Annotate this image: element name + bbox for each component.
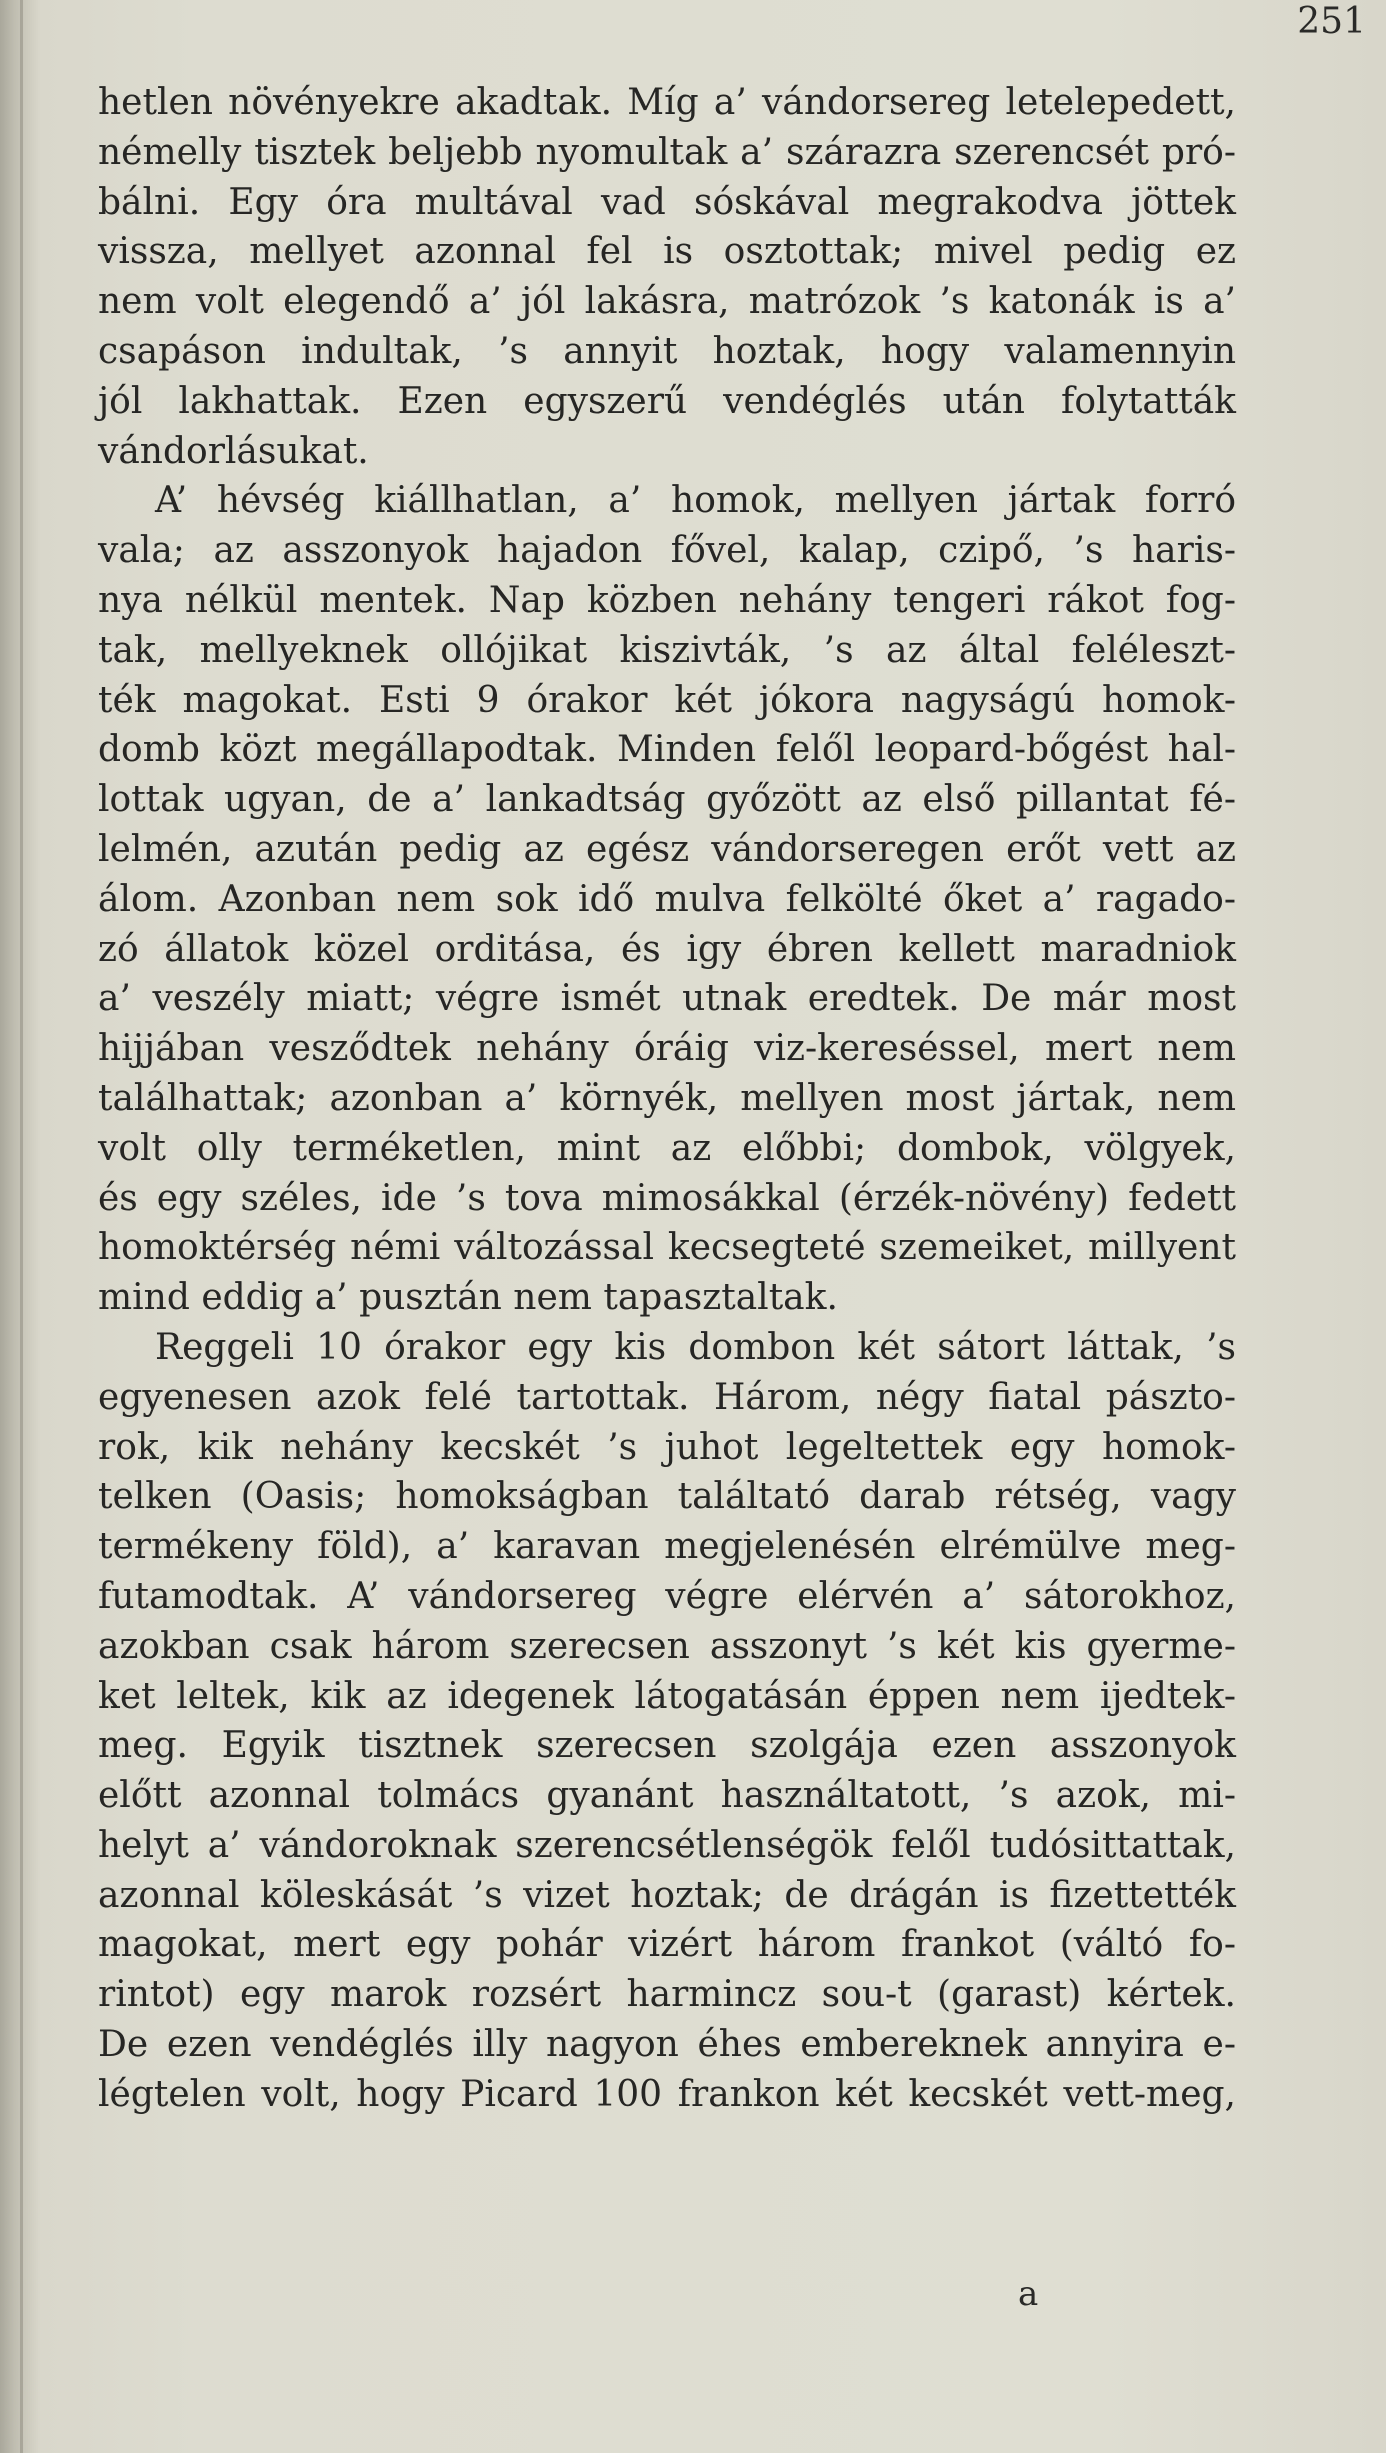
paragraph-start-line: A’ hévség kiállhatlan, a’ homok, mellyen jártak forró [155, 480, 1236, 522]
text-line: lelmén, azután pedig az egész vándorseregen erőt vett az [98, 828, 1236, 870]
text-line: nya nélkül mentek. Nap közben nehány tengeri rákot fog- [98, 579, 1236, 621]
text-line: tak, mellyeknek ollójikat kiszivták, ’s az által feléleszt- [98, 629, 1236, 671]
text-line: előtt azonnal tolmács gyanánt használtatott, ’s azok, mi- [98, 1775, 1236, 1817]
text-line: vala; az asszonyok hajadon fővel, kalap, czipő, ’s haris- [98, 530, 1236, 572]
text-line: találhattak; azonban a’ környék, mellyen most jártak, nem [98, 1077, 1236, 1119]
paragraph-end-line: mind eddig a’ pusztán nem tapasztaltak. [98, 1277, 838, 1319]
text-line: nem volt elegendő a’ jól lakásra, matrózok ’s katonák is a’ [98, 281, 1236, 323]
text-line: homoktérség némi változással kecsegteté szemeiket, millyent [98, 1227, 1236, 1269]
text-line: csapáson indultak, ’s annyit hoztak, hogy valamennyin [98, 330, 1236, 372]
paragraph-end-line: vándorlásukat. [98, 430, 369, 472]
text-line: telken (Oasis; homokságban találtató darab rétség, vagy [98, 1476, 1236, 1518]
text-line: meg. Egyik tisztnek szerecsen szolgája ezen asszonyok [98, 1725, 1236, 1767]
catchword: a [1018, 2274, 1039, 2314]
paragraph-start-line: Reggeli 10 órakor egy kis dombon két sátort láttak, ’s [155, 1326, 1236, 1368]
text-line: ték magokat. Esti 9 órakor két jókora nagyságú homok- [98, 679, 1236, 721]
text-line: bálni. Egy óra multával vad sóskával megrakodva jöttek [98, 181, 1236, 223]
text-line: rok, kik nehány kecskét ’s juhot legeltettek egy homok- [98, 1426, 1236, 1468]
text-line: azonnal köleskását ’s vizet hoztak; de drágán is fizettették [98, 1874, 1236, 1916]
text-line: lottak ugyan, de a’ lankadtság győzött az első pillantat fé- [98, 779, 1236, 821]
text-line: helyt a’ vándoroknak szerencsétlenségök felől tudósittattak, [98, 1824, 1236, 1866]
text-line: egyenesen azok felé tartottak. Három, négy fiatal pászto- [98, 1376, 1236, 1418]
text-line: termékeny föld), a’ karavan megjelenésén elrémülve meg- [98, 1526, 1236, 1568]
text-line: jól lakhattak. Ezen egyszerű vendéglés után folytatták [98, 380, 1236, 422]
text-line: De ezen vendéglés illy nagyon éhes embereknek annyira e- [98, 2024, 1236, 2066]
text-line: futamodtak. A’ vándorsereg végre elérvén a’ sátorokhoz, [98, 1575, 1236, 1617]
text-line: hetlen növényekre akadtak. Míg a’ vándorsereg letelepedett, [98, 82, 1236, 123]
text-line: volt olly terméketlen, mint az előbbi; dombok, völgyek, [98, 1127, 1236, 1169]
text-line: hijjában vesződtek nehány óráig viz-kereséssel, mert nem [98, 1028, 1236, 1070]
text-line: és egy széles, ide ’s tova mimosákkal (érzék-növény) fedett [98, 1177, 1236, 1219]
text-line: ket leltek, kik az idegenek látogatásán éppen nem ijedtek- [98, 1675, 1236, 1717]
page-number: 251 [1297, 1, 1366, 42]
text-line: légtelen volt, hogy Picard 100 frankon két kecskét vett-meg, [98, 2073, 1236, 2115]
text-line: domb közt megállapodtak. Minden felől leopard-bőgést hal- [98, 729, 1236, 771]
text-line: zó állatok közel orditása, és igy ébren kellett maradniok [98, 928, 1236, 970]
text-line: azokban csak három szerecsen asszonyt ’s két kis gyerme- [98, 1625, 1236, 1667]
text-line: vissza, mellyet azonnal fel is osztottak; mivel pedig ez [98, 231, 1236, 273]
text-line: álom. Azonban nem sok idő mulva felkölté őket a’ ragado- [98, 878, 1236, 920]
text-line: a’ veszély miatt; végre ismét utnak eredtek. De már most [98, 978, 1236, 1020]
text-line: magokat, mert egy pohár vizért három frankot (váltó fo- [98, 1924, 1236, 1966]
binding-gutter [20, 0, 23, 2453]
text-line: némelly tisztek beljebb nyomultak a’ szárazra szerencsét pró- [98, 131, 1236, 173]
text-line: rintot) egy marok rozsért harmincz sou-t (garast) kértek. [98, 1974, 1236, 2016]
body-text [98, 78, 1236, 2120]
